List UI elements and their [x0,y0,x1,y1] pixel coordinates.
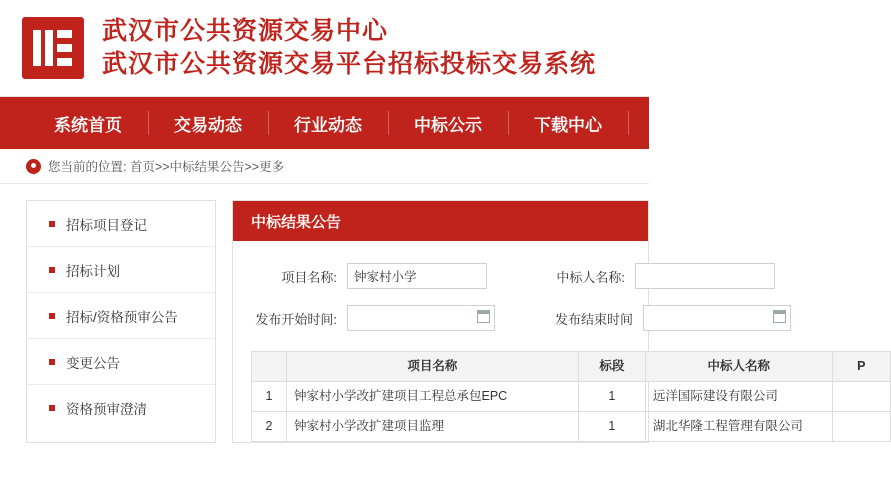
col-more: P [832,352,890,382]
site-title-block [102,15,596,81]
winner-name-input[interactable] [635,263,775,289]
col-index [252,352,287,382]
breadcrumb [0,149,649,184]
location-pin-icon [26,159,41,174]
col-winner-name: 中标人名称 [645,352,832,382]
results-table [251,351,891,442]
winner-name-label: 中标人名称: [556,269,625,285]
nav-item-bid-announcement[interactable]: 中标公示 [388,97,508,149]
sidebar-item-label: 变更公告 [66,355,120,371]
sidebar-item-bidding-plan[interactable] [27,247,215,293]
sidebar-item-prequalification-clarification[interactable] [27,385,215,431]
content-panel [232,200,866,443]
calendar-icon[interactable] [773,310,786,323]
sidebar-item-change-announcement[interactable] [27,339,215,385]
table-row[interactable] [252,412,891,442]
start-time-input[interactable] [347,305,495,331]
site-title-line-1: 武汉市公共资源交易中心 [102,17,389,45]
cell-winner-name: 远洋国际建设有限公司 [645,382,832,412]
start-time-label: 发布开始时间: [255,311,337,327]
form-row-dates [233,297,648,339]
form-row-names [233,255,648,297]
bullet-icon [49,221,55,227]
nav-item-industry-news[interactable]: 行业动态 [268,97,388,149]
results-table-wrap [233,345,866,442]
sidebar-item-label: 招标计划 [66,263,120,279]
project-name-label: 项目名称: [281,269,337,285]
project-name-input[interactable] [347,263,487,289]
cell-index: 1 [252,382,287,412]
main-navigation [0,97,722,149]
bullet-icon [49,313,55,319]
cell-segment: 1 [578,412,645,442]
col-segment: 标段 [578,352,645,382]
sidebar-item-label: 招标项目登记 [66,217,147,233]
sidebar-item-label: 招标/资格预审公告 [66,309,178,325]
bullet-icon [49,267,55,273]
nav-item-transaction-news[interactable]: 交易动态 [148,97,268,149]
sidebar-item-prequalification-announcement[interactable] [27,293,215,339]
nav-item-faq[interactable]: 常见问题 [628,97,748,149]
cell-segment: 1 [578,382,645,412]
bullet-icon [49,405,55,411]
site-title-line-2: 武汉市公共资源交易平台招标投标交易系统 [102,50,597,78]
col-project-name: 项目名称 [287,352,579,382]
start-time-field[interactable] [347,305,495,331]
end-time-label: 发布结束时间 [554,311,633,327]
bullet-icon [49,359,55,365]
panel-title: 中标结果公告 [233,201,648,241]
table-header-row [252,352,891,382]
page-body [0,184,866,443]
breadcrumb-text: 您当前的位置: 首页>>中标结果公告>>更多 [48,160,285,174]
cell-project-name[interactable]: 钟家村小学改扩建项目工程总承包EPC [287,382,579,412]
search-form [233,241,648,345]
cell-project-name[interactable]: 钟家村小学改扩建项目监理 [287,412,579,442]
cell-index: 2 [252,412,287,442]
nav-item-download-center[interactable]: 下载中心 [508,97,628,149]
wuhan-public-resource-logo-icon [22,17,84,79]
sidebar-item-project-registration[interactable] [27,201,215,247]
cell-more [832,412,890,442]
cell-more [832,382,890,412]
end-time-field[interactable] [643,305,791,331]
table-row[interactable] [252,382,891,412]
sidebar-item-label: 资格预审澄清 [66,402,147,417]
end-time-input[interactable] [643,305,791,331]
site-header [0,0,649,96]
calendar-icon[interactable] [477,310,490,323]
sidebar-menu [26,200,216,443]
cell-winner-name: 湖北华隆工程管理有限公司 [645,412,832,442]
nav-item-home[interactable]: 系统首页 [54,115,122,135]
